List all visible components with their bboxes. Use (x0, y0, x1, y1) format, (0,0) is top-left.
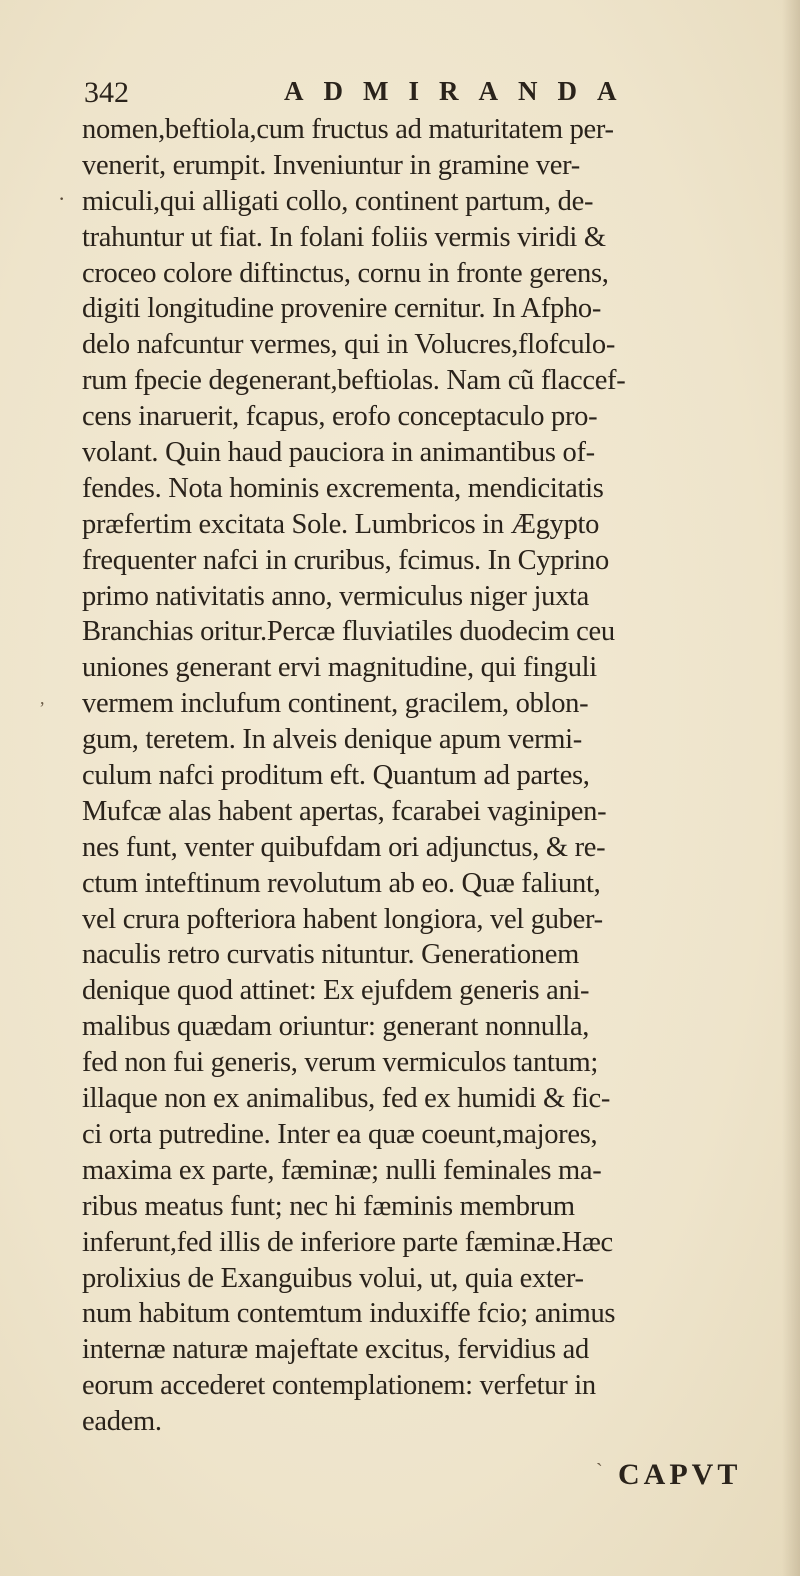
text-line: digiti longitudine provenire cernitur. In Afpho- (82, 293, 602, 325)
text-line: fed non fui generis, verum vermiculos tantum; (82, 1047, 598, 1079)
page-edge-shadow (782, 0, 800, 1576)
body-text (82, 112, 722, 1440)
text-line: cens inaruerit, fcapus, erofo conceptaculo pro- (82, 401, 598, 433)
text-line: nomen,beftiola,cum fructus ad maturitatem per- (82, 114, 614, 145)
text-line: eadem. (82, 1406, 162, 1438)
text-line: naculis retro curvatis nituntur. Generationem (82, 939, 579, 971)
text-line: uniones generant ervi magnitudine, qui finguli (82, 652, 597, 684)
text-line: denique quod attinet: Ex ejufdem generis ani- (82, 975, 590, 1007)
text-line: internæ naturæ majeftate excitus, fervidius ad (82, 1334, 589, 1366)
text-line: miculi,qui alligati collo, continent partum, de- (82, 185, 594, 217)
page-number: 342 (84, 76, 129, 109)
text-line: nes funt, venter quibufdam ori adjunctus, & re- (82, 831, 606, 863)
running-title: ADMIRANDA (284, 76, 637, 106)
text-line: ci orta putredine. Inter ea quæ coeunt,majores, (82, 1118, 598, 1150)
page-header (84, 74, 724, 114)
text-line: rum fpecie degenerant,beftiolas. Nam cũ flaccef- (82, 365, 626, 397)
text-line: prolixius de Exanguibus volui, ut, quia exter- (82, 1262, 584, 1294)
text-line: eorum accederet contemplationem: verfetur in (82, 1370, 596, 1402)
margin-mark: · (58, 186, 66, 211)
text-line: inferunt,fed illis de inferiore parte fæminæ.Hæc (82, 1226, 613, 1258)
text-line: vermem inclufum continent, gracilem, oblon- (82, 688, 589, 720)
text-line: volant. Quin haud pauciora in animantibus of- (82, 437, 595, 469)
text-line: croceo colore diftinctus, cornu in fronte gerens, (82, 257, 609, 289)
text-line: vel crura pofteriora habent longiora, vel guber- (82, 903, 603, 935)
text-line: præfertim excitata Sole. Lumbricos in Ægypto (82, 508, 600, 540)
text-line: maxima ex parte, fæminæ; nulli feminales ma- (82, 1154, 602, 1186)
text-line: fendes. Nota hominis excrementa, mendicitatis (82, 472, 604, 504)
text-line: trahuntur ut fiat. In folani foliis vermis viridi & (82, 221, 606, 253)
text-line: venerit, erumpit. Inveniuntur in gramine ver- (82, 149, 580, 181)
text-line: ribus meatus funt; nec hi fæminis membrum (82, 1190, 575, 1222)
text-line: gum, teretem. In alveis denique apum vermi- (82, 724, 582, 756)
text-line: frequenter nafci in cruribus, fcimus. In Cyprino (82, 544, 609, 576)
text-line: ctum inteftinum revolutum ab eo. Quæ faliunt, (82, 867, 601, 899)
text-line: delo nafcuntur vermes, qui in Volucres,flofculo- (82, 329, 616, 361)
catchword: CAPVT (618, 1458, 742, 1491)
text-line: malibus quædam oriuntur: generant nonnulla, (82, 1011, 590, 1043)
text-line: culum nafci proditum eft. Quantum ad partes, (82, 760, 590, 792)
margin-mark: ˋ (596, 1460, 603, 1482)
text-line: num habitum contemtum induxiffe fcio; animus (82, 1298, 616, 1330)
text-line: illaque non ex animalibus, fed ex humidi & fic- (82, 1083, 611, 1115)
text-line: Mufcæ alas habent apertas, fcarabei vaginipen- (82, 795, 607, 827)
text-line: primo nativitatis anno, vermiculus niger juxta (82, 580, 590, 612)
margin-mark: , (40, 688, 45, 708)
text-line: Branchias oritur.Percæ fluviatiles duodecim ceu (82, 616, 615, 648)
